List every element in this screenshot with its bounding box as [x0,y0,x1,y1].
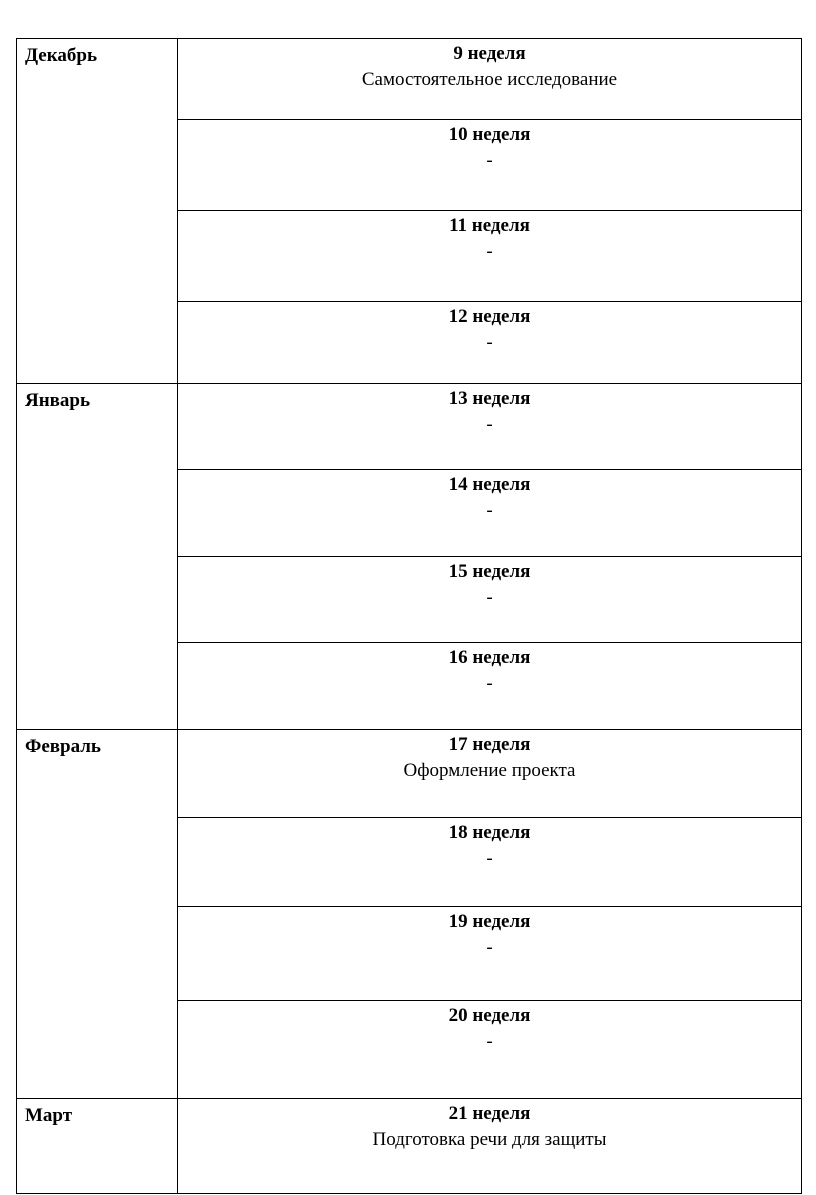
week-title: 13 неделя [448,388,531,409]
week-title: 19 неделя [448,911,531,932]
week-title: 11 неделя [449,215,530,236]
schedule-table [16,38,802,1194]
week-activity: Оформление проекта [403,760,576,781]
week-cell [178,907,802,1001]
week-cell [178,120,802,211]
month-cell: Март [17,1099,178,1194]
week-cell [178,730,802,818]
week-activity: - [486,241,493,262]
week-activity: - [486,1031,493,1052]
week-activity: - [486,332,493,353]
week-title: 14 неделя [448,474,531,495]
week-activity: - [486,587,493,608]
week-activity: - [486,150,493,171]
week-activity: - [486,414,493,435]
week-cell [178,211,802,302]
week-cell [178,39,802,120]
week-title: 17 неделя [448,734,531,755]
week-activity: - [486,848,493,869]
table-row [17,730,802,818]
week-cell [178,302,802,384]
week-cell [178,1001,802,1099]
week-title: 10 неделя [448,124,531,145]
week-cell [178,1099,802,1194]
month-cell: Февраль [17,730,178,1099]
week-title: 12 неделя [448,306,531,327]
week-title: 16 неделя [448,647,531,668]
week-cell [178,818,802,907]
week-activity: Подготовка речи для защиты [372,1129,607,1150]
month-cell: Декабрь [17,39,178,384]
week-activity: - [486,500,493,521]
table-row [17,39,802,120]
table-row [17,384,802,470]
week-title: 18 неделя [448,822,531,843]
week-activity: - [486,937,493,958]
month-cell: Январь [17,384,178,730]
table-row [17,1099,802,1194]
week-cell [178,643,802,730]
week-cell [178,557,802,643]
week-activity: Самостоятельное исследование [361,69,618,90]
week-title: 21 неделя [448,1103,531,1124]
week-title: 20 неделя [448,1005,531,1026]
week-cell [178,384,802,470]
week-title: 15 неделя [448,561,531,582]
week-cell [178,470,802,557]
week-activity: - [486,673,493,694]
week-title: 9 неделя [453,43,526,64]
